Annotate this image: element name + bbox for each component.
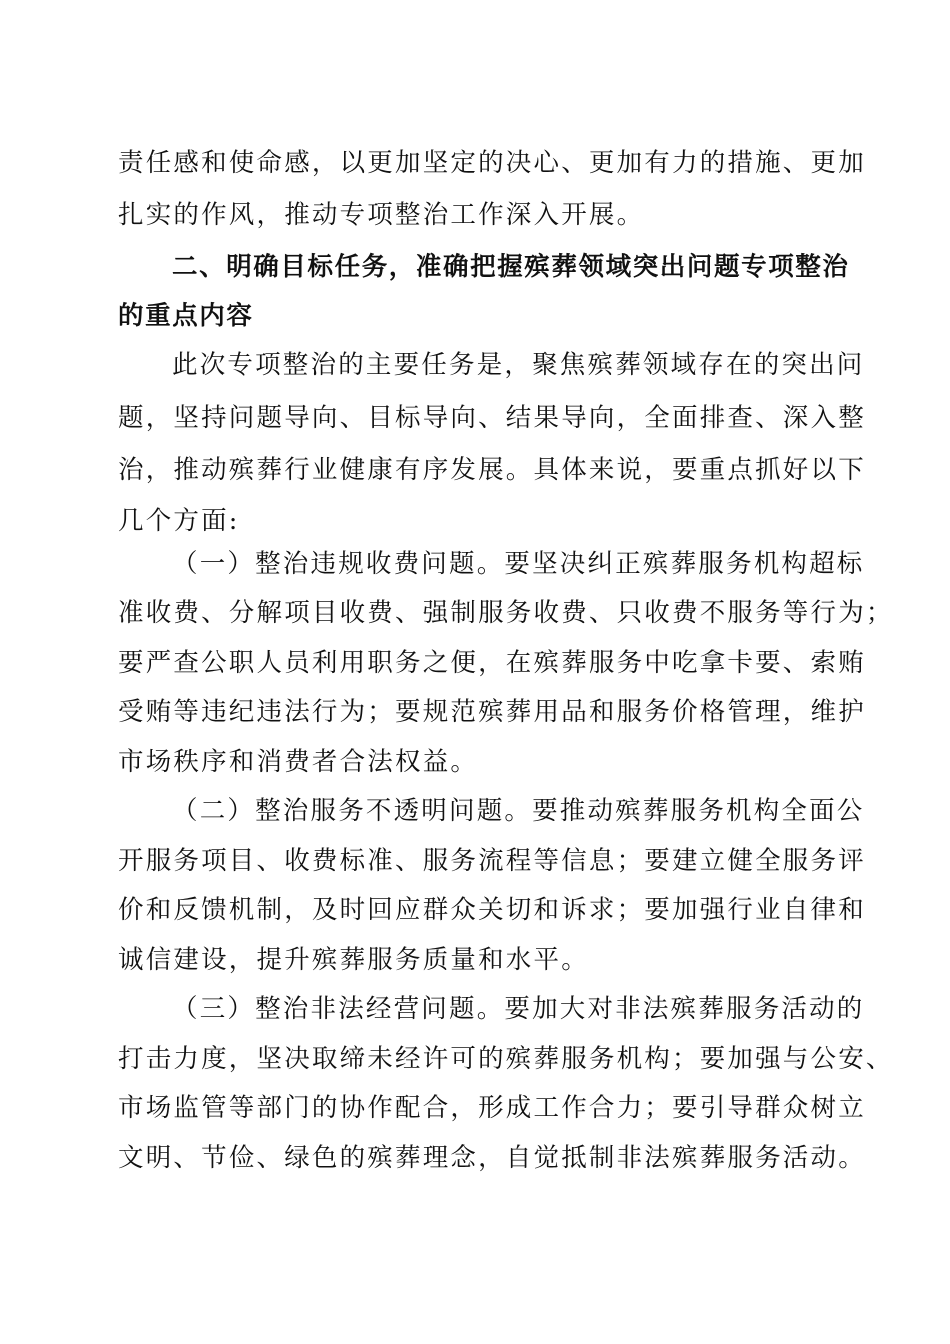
paragraph-1-line-4: 几个方面:: [118, 506, 240, 536]
paragraph-1-line-1: 此次专项整治的主要任务是，聚焦殡葬领域存在的突出问: [172, 350, 865, 380]
item-1-line-3: 要严查公职人员利用职务之便，在殡葬服务中吃拿卡要、索贿: [118, 648, 866, 678]
item-1-line-4: 受贿等违纪违法行为；要规范殡葬用品和服务价格管理，维护: [118, 697, 866, 727]
item-2-line-3: 价和反馈机制，及时回应群众关切和诉求；要加强行业自律和: [118, 895, 866, 925]
section-heading-line-1: 二、明确目标任务，准确把握殡葬领域突出问题专项整治: [172, 252, 850, 282]
paragraph-1-line-2: 题，坚持问题导向、目标导向、结果导向，全面排查、深入整: [118, 403, 866, 433]
item-1-line-5: 市场秩序和消费者合法权益。: [118, 747, 479, 777]
item-1-line-1: （一）整治违规收费问题。要坚决纠正殡葬服务机构超标: [172, 549, 865, 579]
text-line-2: 扎实的作风，推动专项整治工作深入开展。: [118, 200, 645, 230]
item-2-line-2: 开服务项目、收费标准、服务流程等信息；要建立健全服务评: [118, 846, 866, 876]
text-line-1: 责任感和使命感，以更加坚定的决心、更加有力的措施、更加: [118, 148, 866, 178]
item-3-line-3: 市场监管等部门的协作配合，形成工作合力；要引导群众树立: [118, 1093, 866, 1123]
item-3-line-1: （三）整治非法经营问题。要加大对非法殡葬服务活动的: [172, 994, 865, 1024]
item-1-line-2: 准收费、分解项目收费、强制服务收费、只收费不服务等行为；: [118, 598, 894, 628]
paragraph-1-line-3: 治，推动殡葬行业健康有序发展。具体来说，要重点抓好以下: [118, 455, 866, 485]
item-3-line-2: 打击力度，坚决取缔未经许可的殡葬服务机构；要加强与公安、: [118, 1044, 894, 1074]
item-2-line-1: （二）整治服务不透明问题。要推动殡葬服务机构全面公: [172, 796, 865, 826]
item-2-line-4: 诚信建设，提升殡葬服务质量和水平。: [118, 945, 589, 975]
section-heading-line-2: 的重点内容: [118, 301, 254, 331]
item-3-line-4: 文明、节俭、绿色的殡葬理念，自觉抵制非法殡葬服务活动。: [118, 1143, 866, 1173]
